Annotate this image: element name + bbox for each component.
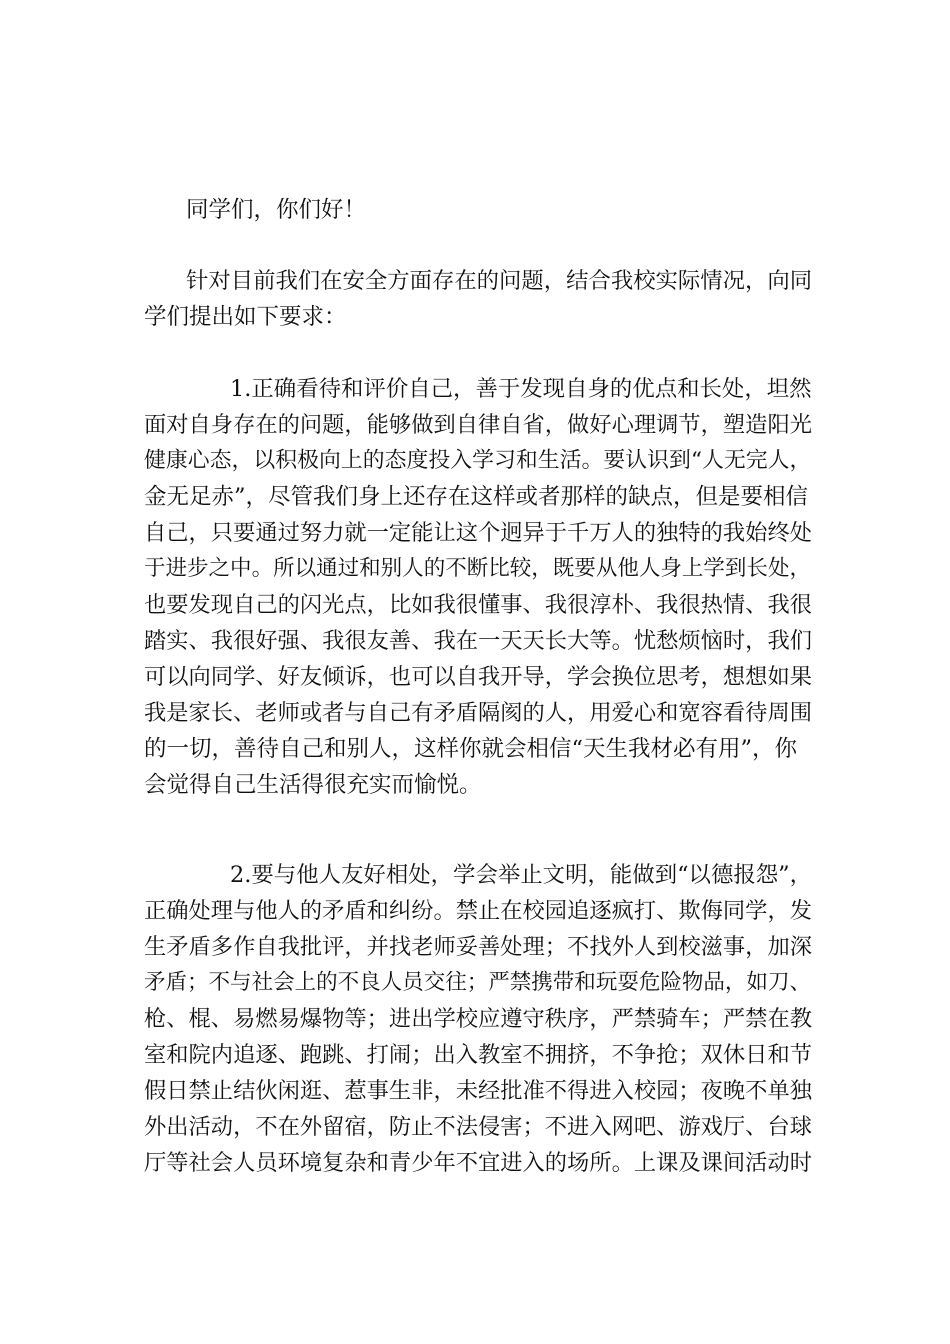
item2-line: 2.要与他人友好相处，学会举止文明，能做到“以德报怨”， [230,862,813,888]
item2-line: 外出活动，不在外留宿，防止不法侵害；不进入网吧、游戏厅、台球 [144,1114,812,1140]
item1-line: 于进步之中。所以通过和别人的不断比较，既要从他人身上学到长处， [144,556,811,581]
item1-line: 会觉得自己生活得很充实而愉悦。 [144,772,482,798]
item1-line: 踏实、我很好强、我很友善、我在一天天长大等。忧愁烦恼时，我们 [144,628,812,654]
item1-line: 金无足赤”，尽管我们身上还存在这样或者那样的缺点，但是要相信 [144,484,809,510]
item2-line: 正确处理与他人的矛盾和纠纷。禁止在校园追逐疯打、欺侮同学，发 [144,898,812,924]
item1-line: 的一切，善待自己和别人，这样你就会相信“天生我材必有用”，你 [144,736,798,762]
item2-line: 生矛盾多作自我批评，并找老师妥善处理；不找外人到校滋事，加深 [144,934,812,960]
intro-line: 学们提出如下要求： [144,304,347,330]
item1-line: 自己，只要通过努力就一定能让这个迥异于千万人的独特的我始终处 [144,520,812,546]
item2-line: 枪、棍、易燃易爆物等；进出学校应遵守秩序，严禁骑车；严禁在教 [144,1006,812,1032]
item1-line: 健康心态，以积极向上的态度投入学习和生活。要认识到“人无完人， [144,448,812,473]
item2-line: 室和院内追逐、跑跳、打闹；出入教室不拥挤，不争抢；双休日和节 [144,1042,812,1068]
intro-line: 针对目前我们在安全方面存在的问题，结合我校实际情况，向同 [186,268,813,294]
item2-line: 矛盾；不与社会上的不良人员交往；严禁携带和玩耍危险物品，如刀、 [144,970,811,995]
item1-line: 可以向同学、好友倾诉，也可以自我开导，学会换位思考，想想如果 [144,664,812,690]
item2-line: 厅等社会人员环境复杂和青少年不宜进入的场所。上课及课间活动时 [144,1150,812,1176]
item1-line: 1.正确看待和评价自己，善于发现自身的优点和长处，坦然 [230,376,812,402]
item1-line: 面对自身存在的问题，能够做到自律自省，做好心理调节，塑造阳光 [144,412,812,438]
item1-line: 我是家长、老师或者与自己有矛盾隔阂的人，用爱心和宽容看待周围 [144,700,812,726]
greeting-line: 同学们，你们好！ [186,197,367,223]
item1-line: 也要发现自己的闪光点，比如我很懂事、我很淳朴、我很热情、我很 [144,592,812,618]
item2-line: 假日禁止结伙闲逛、惹事生非，未经批准不得进入校园；夜晚不单独 [144,1078,812,1104]
